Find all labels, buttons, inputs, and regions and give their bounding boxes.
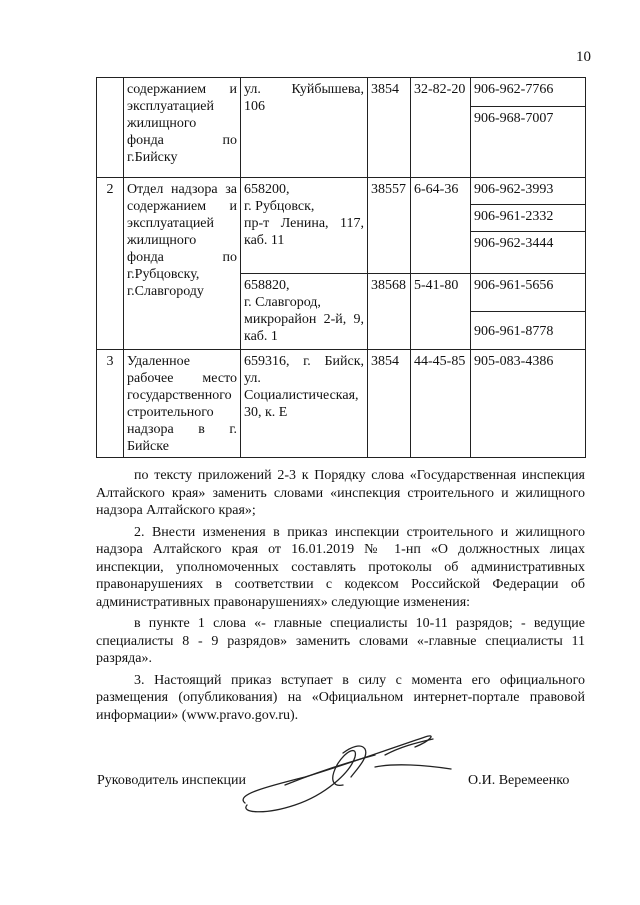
mobile-number: 906-962-3444 xyxy=(471,232,586,274)
document-body xyxy=(96,467,585,728)
mobile-number: 906-962-3993 xyxy=(471,178,586,205)
table-row xyxy=(97,78,586,107)
mobile-number: 906-968-7007 xyxy=(471,107,586,178)
address: 658200, г. Рубцовск, пр-т Ленина, 117, каб. 11 xyxy=(241,178,368,274)
mobile-number: 906-962-7766 xyxy=(471,78,586,107)
phone-code: 3854 xyxy=(368,350,411,458)
mobile-number: 906-961-2332 xyxy=(471,205,586,232)
address: ул. Куйбышева, 106 xyxy=(241,78,368,178)
mobile-number: 906-961-8778 xyxy=(471,312,586,350)
row-number: 2 xyxy=(97,178,124,350)
phone-code: 38557 xyxy=(368,178,411,274)
contacts-table xyxy=(96,77,586,458)
department-name: Удаленное рабочее место государственного строительного надзора в г. Бийске xyxy=(124,350,241,458)
address: 658820, г. Славгород, микрорайон 2-й, 9, каб. 1 xyxy=(241,274,368,350)
paragraph: по тексту приложений 2-3 к Порядку слова «Государственная инспекция Алтайского края» заменить словами «инспекция строительного и жилищного надзора Алтайского края»; xyxy=(96,468,585,518)
paragraph: в пункте 1 слова «- главные специалисты 10-11 разрядов; - ведущие специалисты 8 - 9 разрядов» заменить словами «-главные специалисты 11 разряда». xyxy=(96,616,585,666)
signer-name: О.И. Веремеенко xyxy=(468,773,570,788)
row-number: 3 xyxy=(97,350,124,458)
signer-position: Руководитель инспекции xyxy=(97,773,246,788)
table-row xyxy=(97,350,586,458)
table-row xyxy=(97,178,586,205)
department-name: Отдел надзора за содержанием и эксплуатацией жилищного фонда по г.Рубцовску, г.Славгороду xyxy=(124,178,241,350)
phone-number: 6-64-36 xyxy=(411,178,471,274)
mobile-number: 906-961-5656 xyxy=(471,274,586,312)
row-number xyxy=(97,78,124,178)
phone-code: 38568 xyxy=(368,274,411,350)
signature-image xyxy=(225,725,455,825)
phone-number: 5-41-80 xyxy=(411,274,471,350)
paragraph: 2. Внести изменения в приказ инспекции строительного и жилищного надзора Алтайского края от 16.01.2019 № 1-нп «О должностных лицах инспекции, уполномоченных составлять протоколы об административных правонарушениях в соответствии с кодексом Российской Федерации об административных правонарушениях» следующие изменения: xyxy=(96,524,585,610)
phone-code: 3854 xyxy=(368,78,411,178)
paragraph: 3. Настоящий приказ вступает в силу с момента его официального размещения (опубликования) на «Официальном интернет-портале правовой информации» (www.pravo.gov.ru). xyxy=(96,672,585,723)
address: 659316, г. Бийск, ул. Социалистическая, 30, к. Е xyxy=(241,350,368,458)
department-name: содержанием и эксплуатацией жилищного фонда по г.Бийску xyxy=(124,78,241,178)
mobile-number: 905-083-4386 xyxy=(471,350,586,458)
phone-number: 32-82-20 xyxy=(411,78,471,178)
phone-number: 44-45-85 xyxy=(411,350,471,458)
page-number: 10 xyxy=(576,49,591,65)
